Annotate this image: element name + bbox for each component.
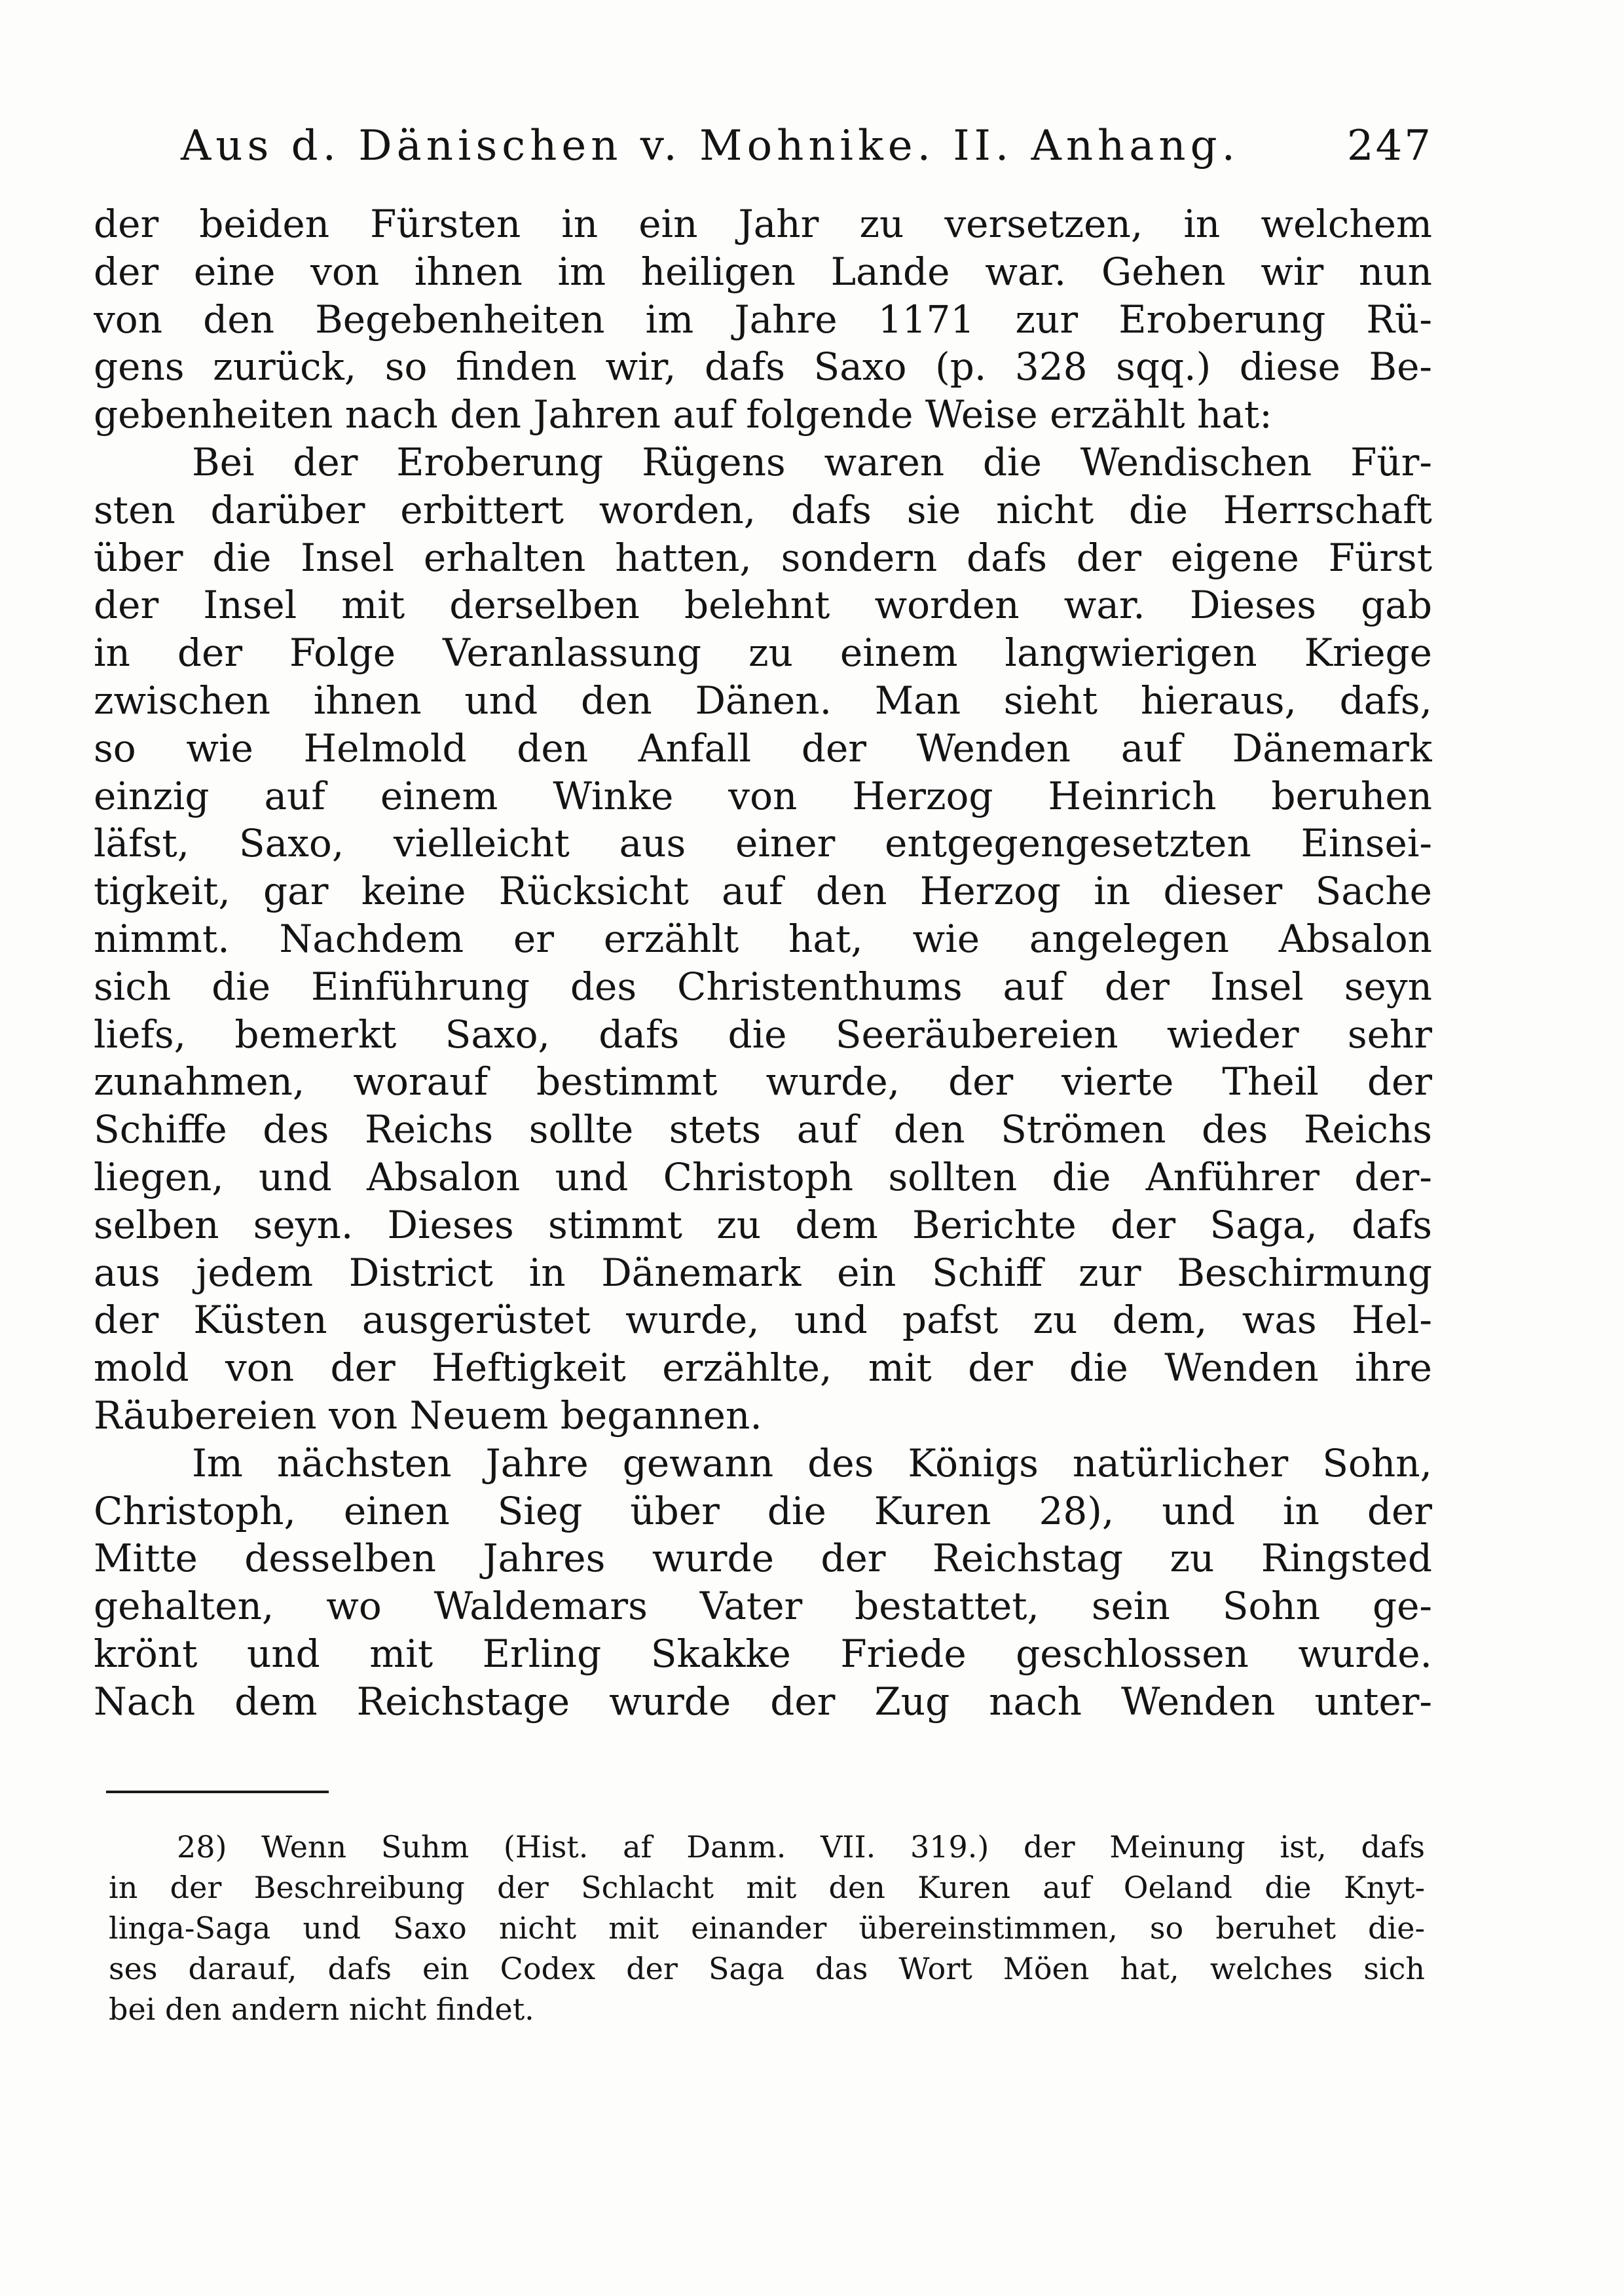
text-line: in der Folge Veranlassung zu einem langwierigen Kriege <box>94 630 1432 676</box>
text-line: der eine von ihnen im heiligen Lande war. Gehen wir nun <box>94 249 1432 294</box>
text-line: der beiden Fürsten in ein Jahr zu versetzen, in welchem <box>94 202 1432 246</box>
text-line: Räubereien von Neuem begannen. <box>94 1393 762 1438</box>
text-line: liefs, bemerkt Saxo, dafs die Seeräubereien wieder sehr <box>94 1011 1432 1057</box>
footnote <box>109 1827 1425 2030</box>
text-line: von den Begebenheiten im Jahre 1171 zur Eroberung Rü- <box>94 297 1432 342</box>
text-line: gehalten, wo Waldemars Vater bestattet, sein Sohn ge- <box>94 1584 1432 1629</box>
text-line: Nach dem Reichstage wurde der Zug nach Wenden unter- <box>94 1679 1432 1724</box>
text-line: der Insel mit derselben belehnt worden war. Dieses gab <box>94 583 1432 628</box>
footnote-line: bei den andern nicht findet. <box>109 1992 534 2027</box>
footnote-line: linga-Saga und Saxo nicht mit einander übereinstimmen, so beruhet die- <box>109 1910 1425 1946</box>
page-number: 247 <box>1346 122 1433 170</box>
page-header <box>181 122 1433 177</box>
body-text <box>94 200 1432 1726</box>
text-line: gebenheiten nach den Jahren auf folgende Weise erzählt hat: <box>94 392 1272 437</box>
text-line: sten darüber erbittert worden, dafs sie nicht die Herrschaft <box>94 487 1432 532</box>
footnote-line: in der Beschreibung der Schlacht mit den Kuren auf Oeland die Knyt- <box>109 1870 1425 1905</box>
paragraph-first-line: Bei der Eroberung Rügens waren die Wendischen Für- <box>192 439 1432 484</box>
text-line: der Küsten ausgerüstet wurde, und pafst zu dem, was Hel- <box>94 1298 1432 1343</box>
footnote-rule <box>106 1791 329 1793</box>
text-line: sich die Einführung des Christenthums auf der Insel seyn <box>94 964 1432 1009</box>
text-line: aus jedem District in Dänemark ein Schiff zur Beschirmung <box>94 1250 1432 1295</box>
text-line: zwischen ihnen und den Dänen. Man sieht hieraus, dafs, <box>94 678 1432 723</box>
text-line: über die Insel erhalten hatten, sondern dafs der eigene Fürst <box>94 535 1432 580</box>
text-line: einzig auf einem Winke von Herzog Heinrich beruhen <box>94 773 1432 818</box>
text-line: zunahmen, worauf bestimmt wurde, der vierte Theil der <box>94 1059 1432 1104</box>
text-line: nimmt. Nachdem er erzählt hat, wie angelegen Absalon <box>94 916 1432 961</box>
text-line: gens zurück, so finden wir, dafs Saxo (p. 328 sqq.) diese Be- <box>94 344 1432 390</box>
footnote-line: 28) Wenn Suhm (Hist. af Danm. VII. 319.) der Meinung ist, dafs <box>177 1829 1425 1865</box>
footnote-line: ses darauf, dafs ein Codex der Saga das Wort Möen hat, welches sich <box>109 1951 1425 1986</box>
text-line: tigkeit, gar keine Rücksicht auf den Herzog in dieser Sache <box>94 869 1432 914</box>
text-line: so wie Helmold den Anfall der Wenden auf Dänemark <box>94 725 1432 771</box>
paragraph-first-line: Im nächsten Jahre gewann des Königs natürlicher Sohn, <box>192 1440 1432 1485</box>
running-head: Aus d. Dänischen v. Mohnike. II. Anhang. <box>181 122 1240 170</box>
text-line: läfst, Saxo, vielleicht aus einer entgegengesetzten Einsei- <box>94 821 1432 866</box>
text-line: krönt und mit Erling Skakke Friede geschlossen wurde. <box>94 1631 1432 1676</box>
text-line: selben seyn. Dieses stimmt zu dem Berichte der Saga, dafs <box>94 1202 1432 1247</box>
text-line: Schiffe des Reichs sollte stets auf den Strömen des Reichs <box>94 1107 1432 1152</box>
text-line: Mitte desselben Jahres wurde der Reichstag zu Ringsted <box>94 1536 1432 1581</box>
text-line: Christoph, einen Sieg über die Kuren 28), und in der <box>94 1488 1432 1533</box>
text-line: liegen, und Absalon und Christoph sollten die Anführer der- <box>94 1154 1432 1199</box>
text-line: mold von der Heftigkeit erzählte, mit der die Wenden ihre <box>94 1345 1432 1391</box>
